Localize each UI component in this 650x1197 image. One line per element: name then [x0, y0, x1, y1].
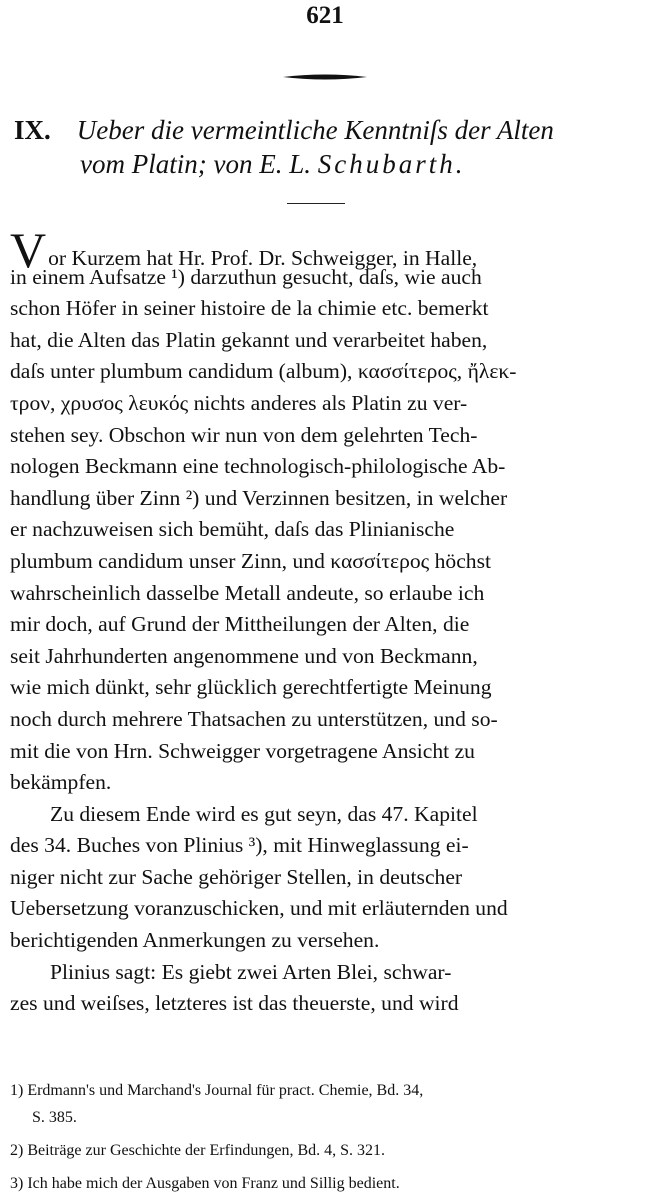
footnote-1-line-2: S. 385. — [32, 1109, 77, 1126]
line-text: berichtigenden Anmerkungen zu versehen. — [10, 928, 380, 953]
line-text: er nachzuweisen sich bemüht, daſs das Plinianische — [10, 517, 455, 542]
text-line — [10, 356, 650, 388]
text-line — [10, 767, 650, 799]
text-line — [10, 862, 650, 894]
article-title — [14, 113, 644, 181]
text-line — [10, 799, 650, 831]
text-line — [10, 704, 650, 736]
body-text — [10, 222, 650, 1020]
line-text: bekämpfen. — [10, 770, 112, 795]
text-line — [10, 325, 650, 357]
line-text: des 34. Buches von Plinius ³), mit Hinweglassung ei- — [10, 833, 469, 858]
title-divider — [287, 203, 345, 204]
line-text: nologen Beckmann eine technologisch-philologische Ab- — [10, 454, 506, 479]
line-text: zes und weiſses, letzteres ist das theuerste, und wird — [10, 991, 459, 1016]
text-line — [10, 483, 650, 515]
text-line — [10, 546, 650, 578]
line-text: wahrscheinlich dasselbe Metall andeute, so erlaube ich — [10, 580, 485, 605]
text-line — [10, 609, 650, 641]
line-text: Plinius sagt: Es giebt zwei Arten Blei, schwar- — [50, 959, 452, 984]
footnote-3: 3) Ich habe mich der Ausgaben von Franz und Sillig bedient. — [10, 1175, 400, 1192]
title-line-2 — [14, 147, 644, 181]
line-text: in einem Aufsatze ¹) darzuthun gesucht, daſs, wie auch — [10, 264, 482, 289]
line-text: Uebersetzung voranzuschicken, und mit erläuternden und — [10, 896, 508, 921]
text-line — [10, 672, 650, 704]
line-text: mit die von Hrn. Schweigger vorgetragene Ansicht zu — [10, 738, 475, 763]
footnotes — [10, 1077, 650, 1197]
line-text: schon Höfer in seiner histoire de la chimie etc. bemerkt — [10, 296, 489, 321]
line-text: mir doch, auf Grund der Mittheilungen der Alten, die — [10, 612, 470, 637]
text-line — [10, 641, 650, 673]
line-text: Zu diesem Ende wird es gut seyn, das 47. Kapitel — [50, 801, 478, 826]
line-text: or Kurzem hat Hr. Prof. Dr. Schweigger, in Halle, — [48, 246, 478, 270]
page-number: 621 — [306, 2, 344, 29]
drop-cap: V — [10, 222, 47, 278]
text-line — [10, 925, 650, 957]
line-text: stehen sey. Obschon wir nun von dem gelehrten Tech- — [10, 422, 478, 447]
text-line — [10, 893, 650, 925]
text-line — [10, 262, 650, 294]
text-line — [10, 293, 650, 325]
text-line — [10, 514, 650, 546]
title-text-2: vom Platin; von E. L. — [80, 149, 311, 179]
line-text: plumbum candidum unser Zinn, und κασσίτερος höchst — [10, 548, 492, 573]
text-line — [10, 988, 650, 1020]
title-author: Schubarth. — [317, 149, 466, 179]
line-text: handlung über Zinn ²) und Verzinnen besitzen, in welcher — [10, 485, 508, 510]
section-numeral: IX. — [14, 115, 51, 145]
ornament-rule — [283, 72, 367, 82]
footnote-2: 2) Beiträge zur Geschichte der Erfindungen, Bd. 4, S. 321. — [10, 1142, 386, 1159]
title-text-1: Ueber die vermeintliche Kenntniſs der Alten — [76, 115, 554, 145]
title-line-1 — [14, 113, 644, 147]
text-line — [10, 420, 650, 452]
text-line — [10, 451, 650, 483]
text-line — [10, 578, 650, 610]
text-line — [10, 736, 650, 768]
line-text: niger nicht zur Sache gehöriger Stellen, in deutscher — [10, 864, 463, 889]
text-line — [10, 957, 650, 989]
line-text: noch durch mehrere Thatsachen zu unterstützen, und so- — [10, 706, 498, 731]
footnote-1 — [10, 1077, 650, 1131]
text-line — [10, 388, 650, 420]
line-text: wie mich dünkt, sehr glücklich gerechtfertigte Meinung — [10, 675, 492, 700]
line-text: τρον, χρυσος λευκός nichts anderes als Platin zu ver- — [10, 390, 468, 415]
line-text: hat, die Alten das Platin gekannt und verarbeitet haben, — [10, 327, 488, 352]
footnote-1-line-1: 1) Erdmann's und Marchand's Journal für pract. Chemie, Bd. 34, — [10, 1082, 424, 1099]
text-line — [10, 830, 650, 862]
line-text: seit Jahrhunderten angenommene und von Beckmann, — [10, 643, 478, 668]
line-text: daſs unter plumbum candidum (album), κασσίτερος, ἤλεκ- — [10, 359, 517, 384]
